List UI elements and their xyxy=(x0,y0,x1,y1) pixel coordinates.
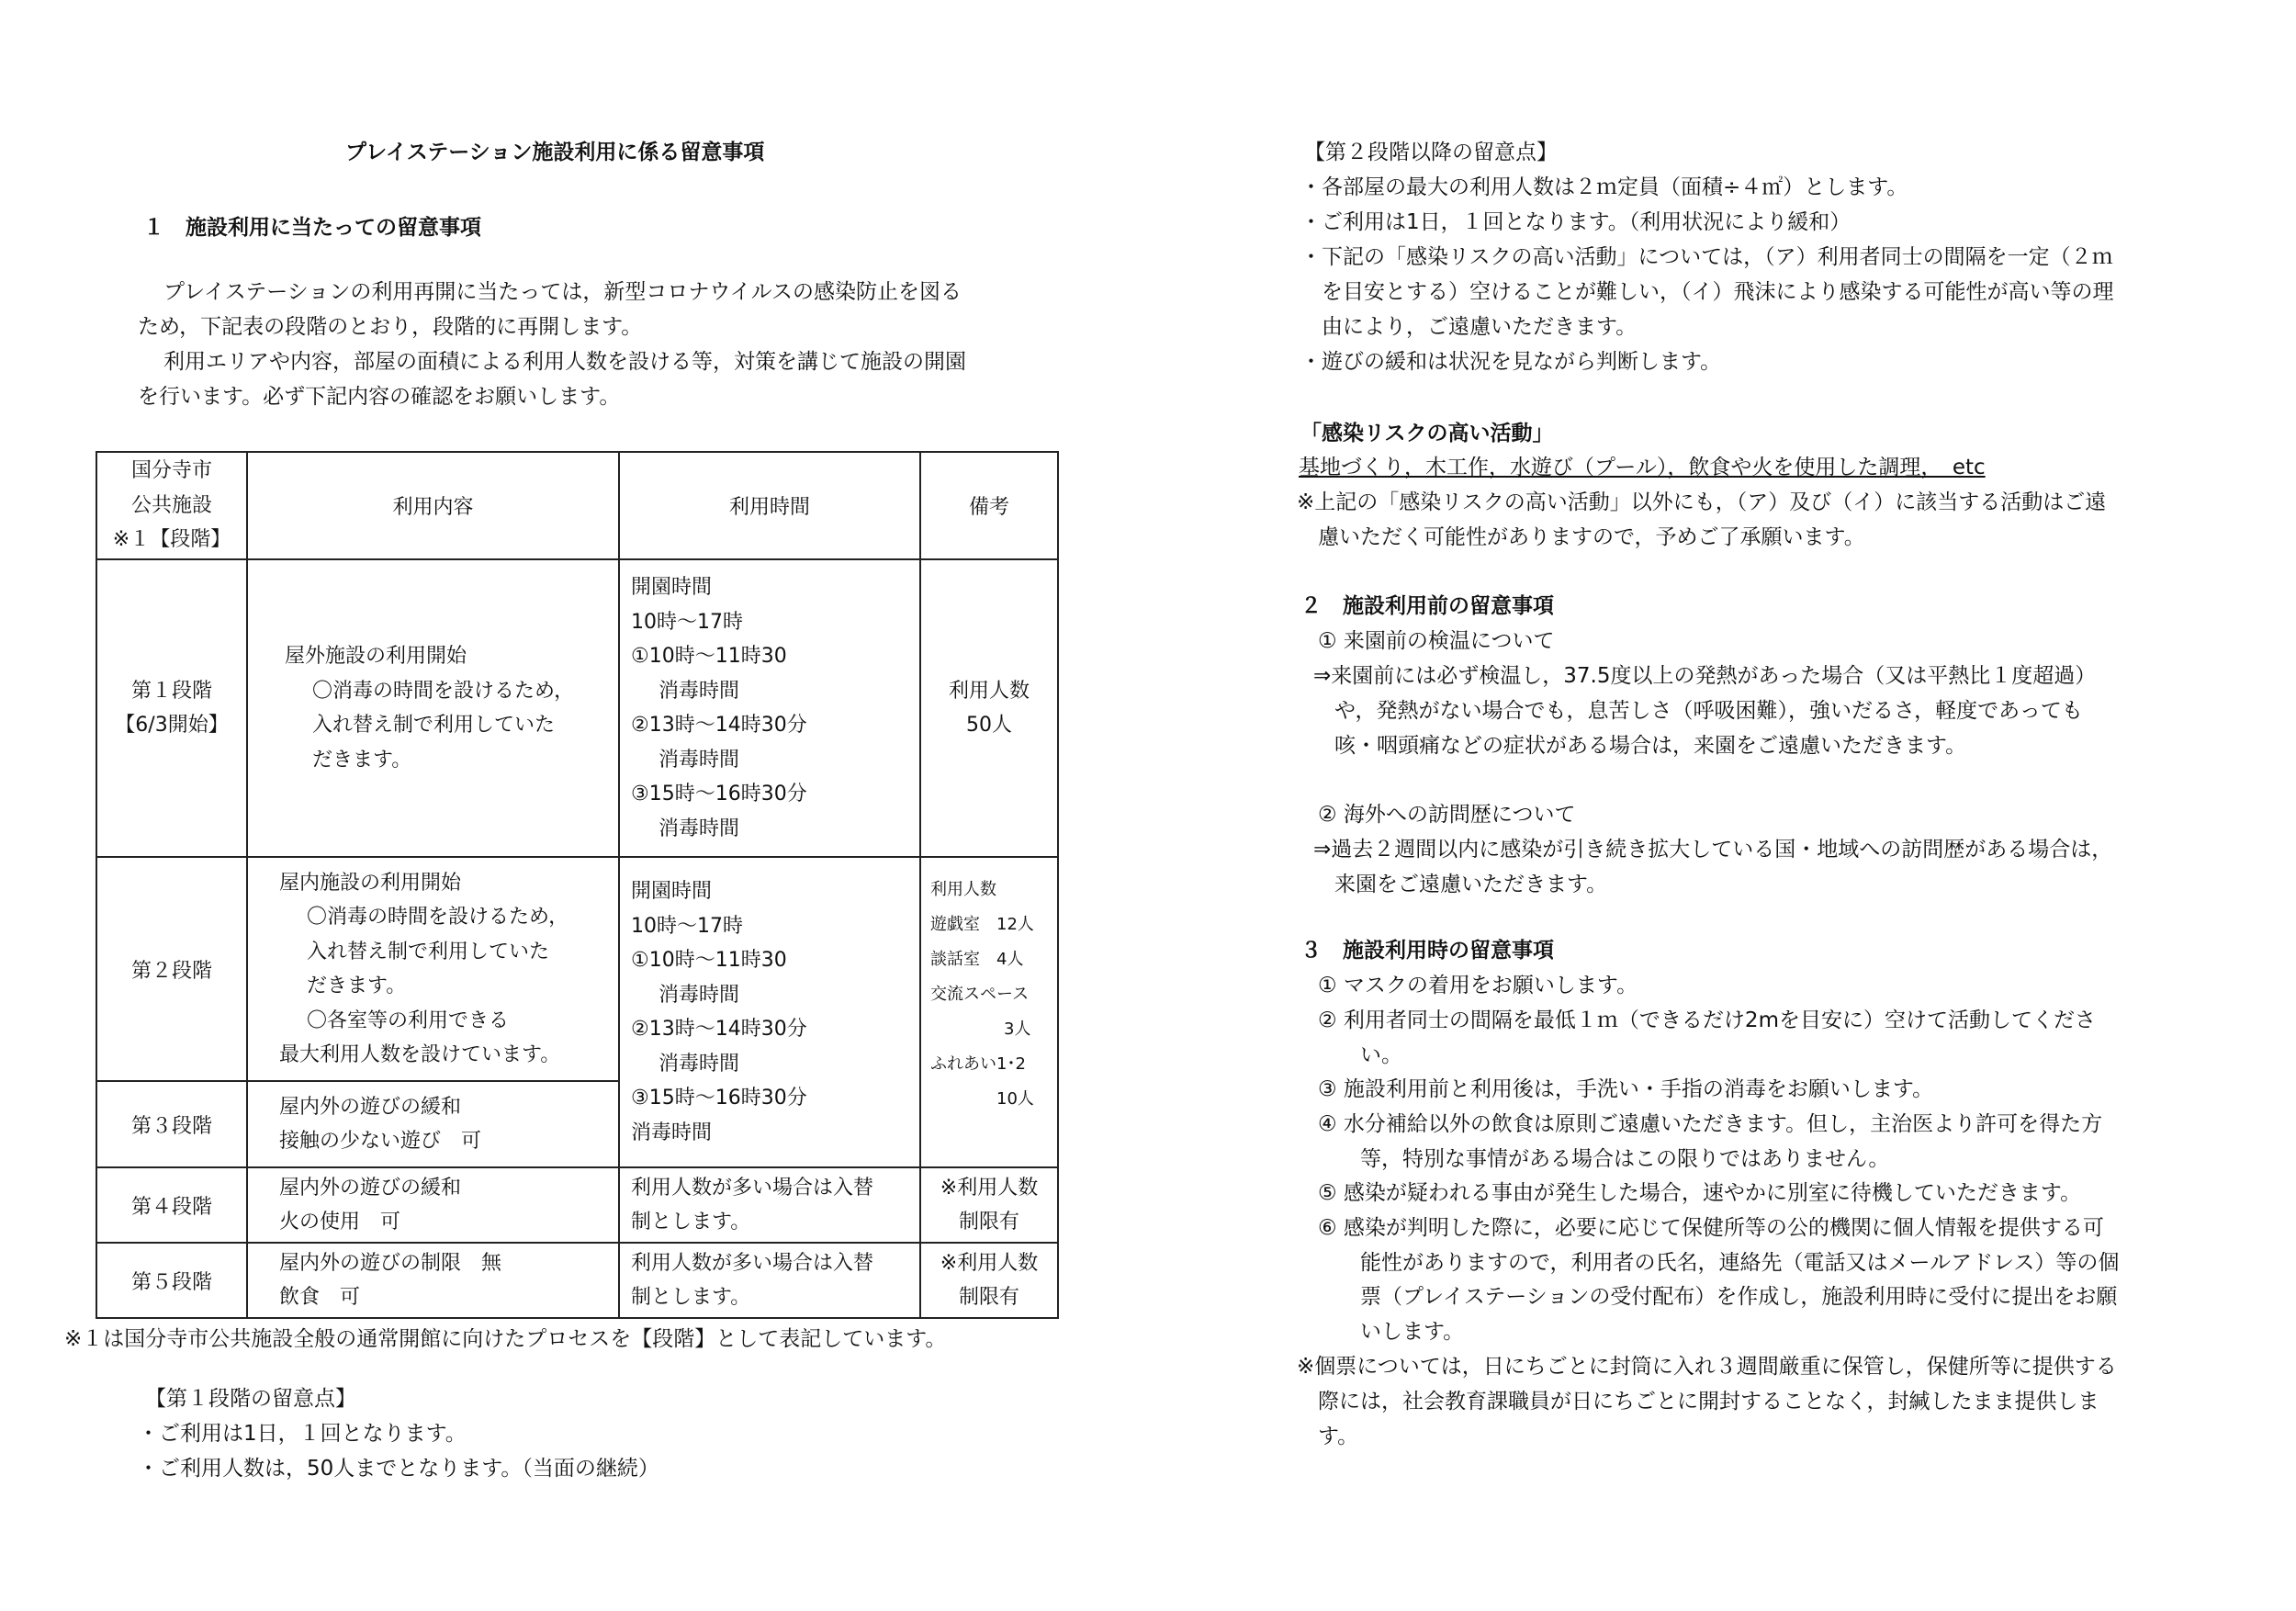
stage23-remarks: 利用人数 遊戯室 12人 談話室 4人 交流スペース 3人 ふれあい1･2 10人 xyxy=(920,857,1058,1167)
table-header-row xyxy=(96,452,1058,559)
final-note: 際には，社会教育課職員が日にちごとに開封することなく，封緘したまま提供しま xyxy=(1297,1390,2099,1414)
s2-item2-line: 来園をご遠慮いただきます。 xyxy=(1313,873,1608,896)
s3-item-cont: 能性がありますので，利用者の氏名，連絡先（電話又はメールアドレス）等の個 xyxy=(1318,1251,2120,1275)
stage2-note: ・ご利用は1日，１回となります。（利用状況により緩和） xyxy=(1300,210,1851,234)
risk-note: ※上記の「感染リスクの高い活動」以外にも，（ア）及び（イ）に該当する活動はご遠 xyxy=(1297,490,2107,514)
stage1-notes-heading: 【第１段階の留意点】 xyxy=(145,1387,356,1411)
section1-heading: １ 施設利用に当たっての留意事項 xyxy=(143,216,481,240)
stage1-label: 第１段階 【6/3開始】 xyxy=(96,559,247,857)
s2-item1-line: や，発熱がない場合でも，息苦しさ（呼吸困難），強いだるさ，軽度であっても xyxy=(1313,699,2083,723)
s2-item2-heading: ② 海外への訪問歴について xyxy=(1318,803,1576,827)
header-remarks: 備考 xyxy=(920,452,1058,559)
table-row-stage4 xyxy=(96,1167,1058,1243)
stage2-notes-heading: 【第２段階以降の留意点】 xyxy=(1304,141,1558,164)
s3-item: ⑥ 感染が判明した際に，必要に応じて保健所等の公的機関に個人情報を提供する可 xyxy=(1318,1216,2104,1240)
s2-item1-line: 咳・咽頭痛などの症状がある場合は，来園をご遠慮いただきます。 xyxy=(1313,734,1967,758)
risk-heading: 「感染リスクの高い活動」 xyxy=(1300,422,1554,445)
table-row-stage5 xyxy=(96,1243,1058,1318)
s3-item: ② 利用者同士の間隔を最低１ｍ（できるだけ2mを目安に）空けて活動してくださ xyxy=(1318,1008,2096,1032)
document-title: プレイステーション施設利用に係る留意事項 xyxy=(345,141,765,164)
stage2-note: を目安とする）空けることが難しい，（イ）飛沫により感染する可能性が高い等の理 xyxy=(1300,280,2114,304)
stage5-time: 利用人数が多い場合は入替 制とします。 xyxy=(619,1243,920,1318)
table-footnote: ※１は国分寺市公共施設全般の通常開館に向けたプロセスを【段階】として表記しています。 xyxy=(64,1327,947,1351)
final-note: ※個票については，日にちごとに封筒に入れ３週間厳重に保管し，保健所等に提供する xyxy=(1297,1355,2117,1379)
stage2-note: ・下記の「感染リスクの高い活動」については，（ア）利用者同士の間隔を一定（２ｍ xyxy=(1300,245,2113,269)
stage2-content: 屋内施設の利用開始 〇消毒の時間を設けるため， 入れ替え制で利用していた だきます。 〇各室等の利用できる 最大利用人数を設けています。 xyxy=(247,857,619,1081)
stage3-label: 第３段階 xyxy=(96,1081,247,1167)
s3-item: ⑤ 感染が疑われる事由が発生した場合，速やかに別室に待機していただきます。 xyxy=(1318,1181,2082,1205)
right-page xyxy=(1148,0,2296,1611)
stage1-note: ・ご利用は1日，１回となります。 xyxy=(138,1422,467,1446)
risk-activities-list: 基地づくり，木工作，水遊び（プール），飲食や火を使用した調理， etc xyxy=(1299,456,1986,479)
header-usage-time: 利用時間 xyxy=(619,452,920,559)
stage4-label: 第４段階 xyxy=(96,1167,247,1243)
risk-note: 慮いただく可能性がありますので，予めご了承願います。 xyxy=(1297,525,1865,549)
s2-item1-heading: ① 来園前の検温について xyxy=(1318,629,1555,653)
stage5-label: 第５段階 xyxy=(96,1243,247,1318)
intro-line: を行います。必ず下記内容の確認をお願いします。 xyxy=(138,385,621,409)
s3-item: ④ 水分補給以外の飲食は原則ご遠慮いただきます。但し，主治医より許可を得た方 xyxy=(1318,1112,2103,1136)
stage3-content: 屋内外の遊びの緩和 接触の少ない遊び 可 xyxy=(247,1081,619,1167)
stage23-time: 開園時間 10時～17時 ①10時～11時30 消毒時間 ②13時～14時30分 消毒時間 ③15時～16時30分 消毒時間 xyxy=(619,857,920,1167)
stage1-time: 開園時間 10時～17時 ①10時～11時30 消毒時間 ②13時～14時30分 消毒時間 ③15時～16時30分 消毒時間 xyxy=(619,559,920,857)
stage2-label: 第２段階 xyxy=(96,857,247,1081)
header-usage-content: 利用内容 xyxy=(247,452,619,559)
table-row-stage1 xyxy=(96,559,1058,857)
s3-item: ③ 施設利用前と利用後は，手洗い・手指の消毒をお願いします。 xyxy=(1318,1077,1934,1101)
s2-item1-line: ⇒来園前には必ず検温し，37.5度以上の発熱があった場合（又は平熱比１度超過） xyxy=(1313,664,2097,688)
s3-item-cont: 票（プレイステーションの受付配布）を作成し，施設利用時に受付に提出をお願 xyxy=(1318,1285,2118,1309)
s3-item-cont: い。 xyxy=(1318,1043,1402,1067)
stage2-note: 由により，ご遠慮いただきます。 xyxy=(1300,315,1638,339)
section2-heading: ２ 施設利用前の留意事項 xyxy=(1300,594,1554,618)
s3-item-cont: いします。 xyxy=(1318,1320,1465,1344)
stage2-note: ・各部屋の最大の利用人数は２ｍ定員（面積÷４㎡）とします。 xyxy=(1300,175,1908,199)
s3-item: ① マスクの着用をお願いします。 xyxy=(1318,974,1638,997)
stage4-content: 屋内外の遊びの緩和 火の使用 可 xyxy=(247,1167,619,1243)
stage1-remarks: 利用人数 50人 xyxy=(920,559,1058,857)
section3-heading: ３ 施設利用時の留意事項 xyxy=(1300,939,1554,963)
stage4-remarks: ※利用人数 制限有 xyxy=(920,1167,1058,1243)
intro-line: 利用エリアや内容，部屋の面積による利用人数を設ける等，対策を講じて施設の開園 xyxy=(163,350,966,374)
stage1-content: 屋外施設の利用開始 〇消毒の時間を設けるため， 入れ替え制で利用していた だきます。 xyxy=(247,559,619,857)
stage1-note: ・ご利用人数は，50人までとなります。（当面の継続） xyxy=(138,1457,659,1481)
s2-item2-line: ⇒過去２週間以内に感染が引き続き拡大している国・地域への訪問歴がある場合は， xyxy=(1313,838,2113,862)
intro-line: プレイステーションの利用再開に当たっては，新型コロナウイルスの感染防止を図る xyxy=(163,280,962,304)
intro-line: ため，下記表の段階のとおり，段階的に再開します。 xyxy=(138,315,643,339)
stage-table xyxy=(96,451,1059,1319)
s3-item-cont: 等，特別な事情がある場合はこの限りではありません。 xyxy=(1318,1147,1890,1171)
table-row-stage2 xyxy=(96,857,1058,1081)
header-facility-stage: 国分寺市 公共施設 ※１【段階】 xyxy=(96,452,247,559)
stage4-time: 利用人数が多い場合は入替 制とします。 xyxy=(619,1167,920,1243)
final-note: す。 xyxy=(1297,1425,1359,1448)
stage5-content: 屋内外の遊びの制限 無 飲食 可 xyxy=(247,1243,619,1318)
stage5-remarks: ※利用人数 制限有 xyxy=(920,1243,1058,1318)
stage2-note: ・遊びの緩和は状況を見ながら判断します。 xyxy=(1300,350,1722,374)
